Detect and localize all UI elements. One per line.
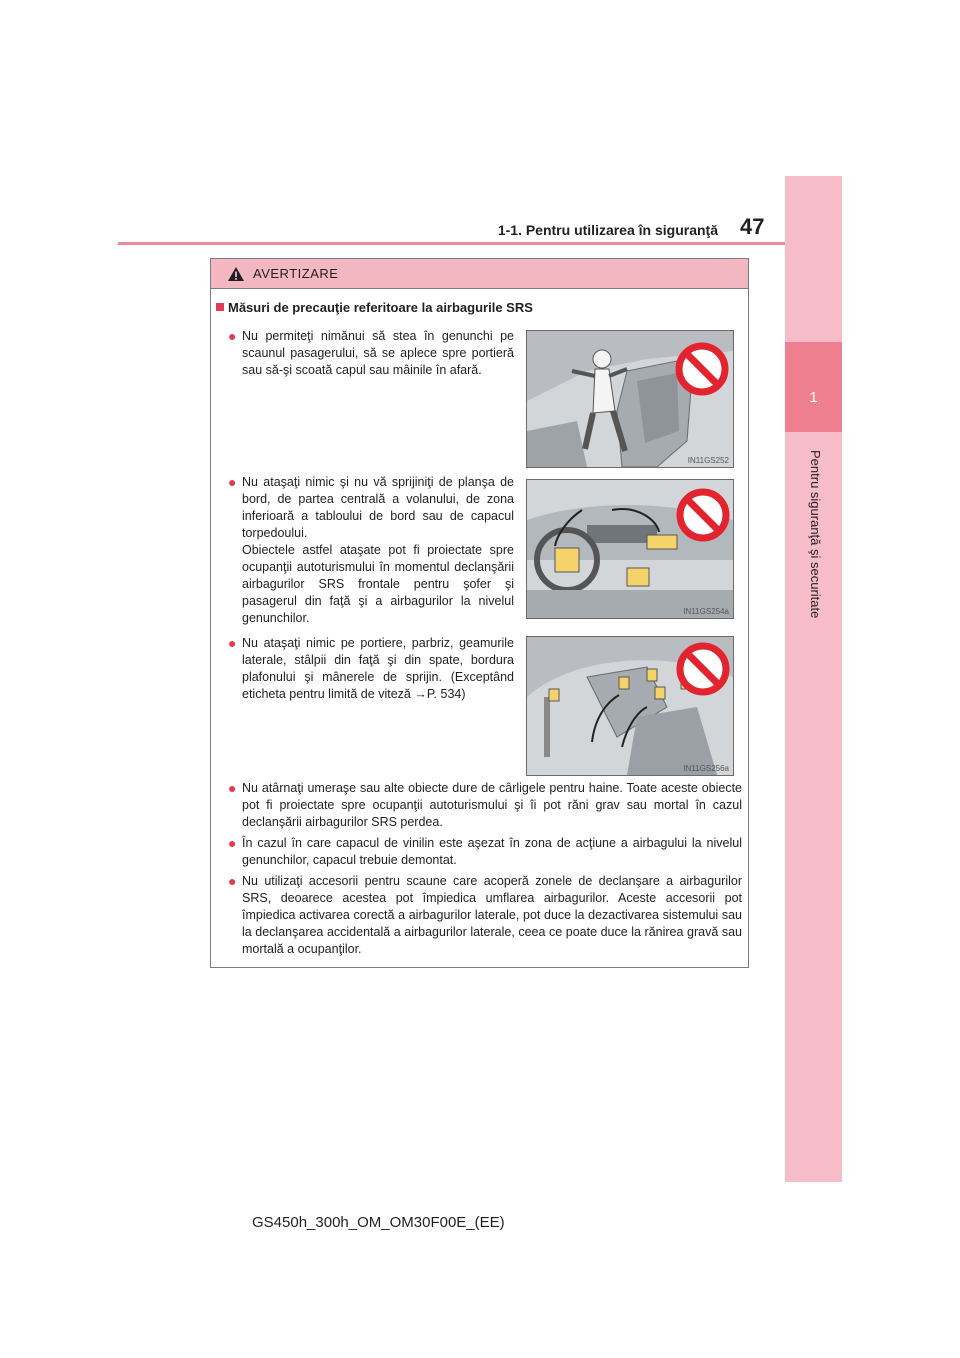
list-item	[228, 873, 742, 958]
chapter-number: 1	[809, 389, 818, 406]
warning-triangle-icon	[227, 266, 245, 282]
chapter-title: Pentru siguranţă şi securitate	[808, 450, 823, 619]
section-title: 1-1. Pentru utilizarea în siguranţă	[497, 222, 718, 238]
list-item	[228, 328, 514, 379]
image-code: IN11GS256a	[683, 764, 729, 773]
warning-title: AVERTIZARE	[253, 266, 339, 281]
image-code: IN11GS252	[687, 456, 729, 465]
item-text: Nu permiteţi nimănui să stea în genunchi pe scaunul pasagerului, să se aplece spre portieră sau să-şi scoată capul sau mâinile în afară.	[242, 329, 514, 377]
item-text-continued: Obiectele astfel ataşate pot fi proiectate spre ocupanţii autoturismului în momentul declanşării airbagurilor SRS frontale pentru şofer şi pasagerul din faţă şi a airbagurilor la nivelul genunchilor.	[242, 543, 514, 625]
illustration-interior	[526, 636, 734, 776]
interior-illustration	[527, 637, 733, 775]
bullet-icon: ●	[228, 835, 237, 851]
subheading-text: Măsuri de precauţie referitoare la airbagurile SRS	[228, 300, 533, 315]
bullet-icon: ●	[228, 873, 237, 889]
document-code: GS450h_300h_OM_OM30F00E_(EE)	[252, 1214, 505, 1231]
bullet-icon: ●	[228, 780, 237, 796]
passenger-seat-illustration	[527, 331, 733, 467]
bullet-icon: ●	[228, 474, 237, 490]
square-bullet-icon	[216, 303, 224, 311]
item-text: Nu ataşaţi nimic şi nu vă sprijiniţi de planşa de bord, de partea centrală a volanului, de zona inferioară a tabloului de bord sau de capacul torpedoului.	[242, 475, 514, 540]
item-text: Nu atârnaţi umeraşe sau alte obiecte dure de cârligele pentru haine. Toate aceste obiecte pot fi proiectate spre ocupanţii autoturismului şi îi pot răni grav sau mortal în cazul declanşării airbagurilor SRS perdea.	[242, 781, 742, 829]
illustration-dashboard	[526, 479, 734, 619]
page-number: 47	[740, 214, 765, 239]
chapter-number-tab[interactable]	[785, 342, 842, 432]
dashboard-illustration	[527, 480, 733, 618]
warning-subheading	[216, 300, 533, 315]
item-text: În cazul în care capacul de vinilin este aşezat în zona de acţiune a airbagului la nivelul genunchilor, capacul trebuie demontat.	[242, 836, 742, 867]
list-item	[228, 780, 742, 831]
bullet-icon: ●	[228, 328, 237, 344]
illustration-passenger-seat	[526, 330, 734, 468]
image-code: IN11GS254a	[683, 607, 729, 616]
bullet-icon: ●	[228, 635, 237, 651]
list-item	[228, 474, 514, 627]
header-rule	[118, 242, 785, 245]
item-text: Nu ataşaţi nimic pe portiere, parbriz, geamurile laterale, stâlpii din faţă şi din spate, bordura plafonului şi mânerele de sprijin. (Exceptând eticheta pentru limită de viteză →P. 534)	[242, 636, 514, 701]
item-text: Nu utilizaţi accesorii pentru scaune care acoperă zonele de declanşare a airbagurilor SRS, deoarece acestea pot împiedica umflarea airbagurilor. Aceste accesorii pot împiedica activarea corectă a airbagurilor laterale, pot duce la dezactivarea sistemului sau la declanşarea accidentală a airbagurilor laterale, ceea ce poate duce la rănirea gravă sau mortală a ocupanţilor.	[242, 874, 742, 956]
list-item	[228, 835, 742, 869]
warning-header	[211, 259, 748, 289]
list-item	[228, 635, 514, 703]
